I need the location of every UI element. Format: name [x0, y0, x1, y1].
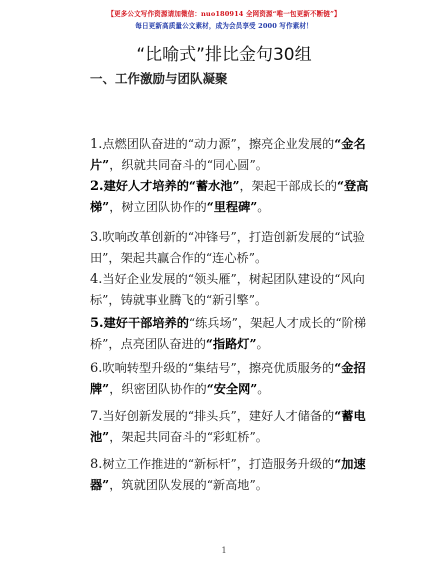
- item-text: “新高地”: [206, 478, 256, 492]
- item-text: “阶梯桥”: [90, 316, 367, 351]
- list-item: [90, 313, 370, 355]
- item-text: 。: [255, 158, 268, 172]
- item-number: 2.: [90, 179, 104, 194]
- item-text: ，架起干部成长的: [239, 179, 337, 193]
- item-text: 点燃团队奋进的: [102, 137, 188, 151]
- item-number: 4.: [90, 272, 103, 287]
- item-text: ，树起团队建设的: [236, 272, 335, 286]
- item-text: ，打造服务升级的: [236, 457, 335, 471]
- item-text: 吹响改革创新的: [102, 230, 188, 244]
- item-text: “同心圆”: [206, 158, 256, 172]
- item-number: 7.: [90, 409, 103, 424]
- item-text: “冲锋号”: [187, 230, 237, 244]
- item-text: “试验田”: [90, 230, 365, 265]
- item-text: ，筑就团队发展的: [109, 478, 207, 492]
- list-item: [90, 269, 370, 311]
- item-text: 当好企业发展的: [102, 272, 188, 286]
- item-keyword: “蓄电池”: [90, 409, 366, 444]
- item-text: ，织就共同奋斗的: [109, 158, 207, 172]
- item-text: 当好创新发展的: [102, 409, 188, 423]
- item-keyword: “登高梯”: [90, 179, 369, 214]
- item-text: ，架起共同奋斗的: [109, 430, 207, 444]
- item-keyword: “里程碑”: [206, 200, 258, 214]
- item-text: 。: [254, 251, 268, 265]
- item-text: 。: [257, 382, 270, 396]
- item-keyword: “指路灯”: [205, 337, 257, 351]
- item-text: ，织密团队协作的: [109, 382, 207, 396]
- item-keyword: “加速器”: [90, 457, 366, 492]
- document-title: “比喻式”排比金句30组: [136, 45, 312, 65]
- item-text: ，建好人才储备的: [236, 409, 335, 423]
- item-text: “练兵场”: [188, 316, 238, 330]
- item-text: 。: [256, 337, 269, 351]
- item-text: ，点亮团队奋进的: [108, 337, 206, 351]
- item-text: “集结号”: [187, 361, 237, 375]
- item-text: 树立工作推进的: [102, 457, 188, 471]
- item-text: ，打造创新发展的: [236, 230, 335, 244]
- item-text: ，擦亮企业发展的: [236, 137, 335, 151]
- item-text: “彩虹桥”: [206, 430, 256, 444]
- item-keyword: “蓄水池”: [188, 179, 240, 193]
- item-text: “风向标”: [90, 272, 365, 307]
- item-number: 6.: [90, 361, 103, 376]
- item-text: 。: [254, 293, 268, 307]
- promo-banner-line-1: 【更多公文写作资源请加微信：nuo180914 全网资源“唯一包更新不断链”】: [107, 10, 341, 18]
- item-number: 5.: [90, 316, 104, 331]
- list-item: [90, 227, 370, 269]
- item-text: 建好干部培养的: [103, 316, 189, 330]
- section-heading: 一、工作激励与团队凝聚: [90, 71, 228, 86]
- item-number: 1.: [90, 137, 103, 152]
- item-number: 3.: [90, 230, 103, 245]
- list-item: [90, 358, 370, 400]
- promo-banner-line-2: 每日更新高质量公文素材，成为会员享受 2000 写作素材！: [135, 22, 313, 30]
- item-text: 。: [255, 430, 268, 444]
- page-number: 1: [221, 546, 227, 555]
- item-text: 。: [257, 200, 270, 214]
- item-keyword: “安全网”: [206, 382, 258, 396]
- item-text: “连心桥”: [205, 251, 255, 265]
- item-text: ，擦亮优质服务的: [236, 361, 335, 375]
- list-item: [90, 454, 370, 496]
- item-text: ，树立团队协作的: [109, 200, 207, 214]
- item-text: “新引擎”: [205, 293, 255, 307]
- item-text: “排头兵”: [187, 409, 237, 423]
- item-text: ，铸就事业腾飞的: [108, 293, 206, 307]
- item-text: ，架起共赢合作的: [108, 251, 206, 265]
- item-number: 8.: [90, 457, 103, 472]
- item-text: “新标杆”: [187, 457, 237, 471]
- item-text: ，架起人才成长的: [237, 316, 336, 330]
- item-text: 建好人才培养的: [103, 179, 189, 193]
- list-item: [90, 176, 370, 218]
- item-text: “动力源”: [187, 137, 237, 151]
- item-keyword: “金名片”: [90, 137, 366, 172]
- item-keyword: “金招牌”: [90, 361, 366, 396]
- item-text: 。: [255, 478, 268, 492]
- item-text: 吹响转型升级的: [102, 361, 188, 375]
- list-item: [90, 406, 370, 448]
- list-item: [90, 134, 370, 176]
- item-text: “领头雁”: [187, 272, 237, 286]
